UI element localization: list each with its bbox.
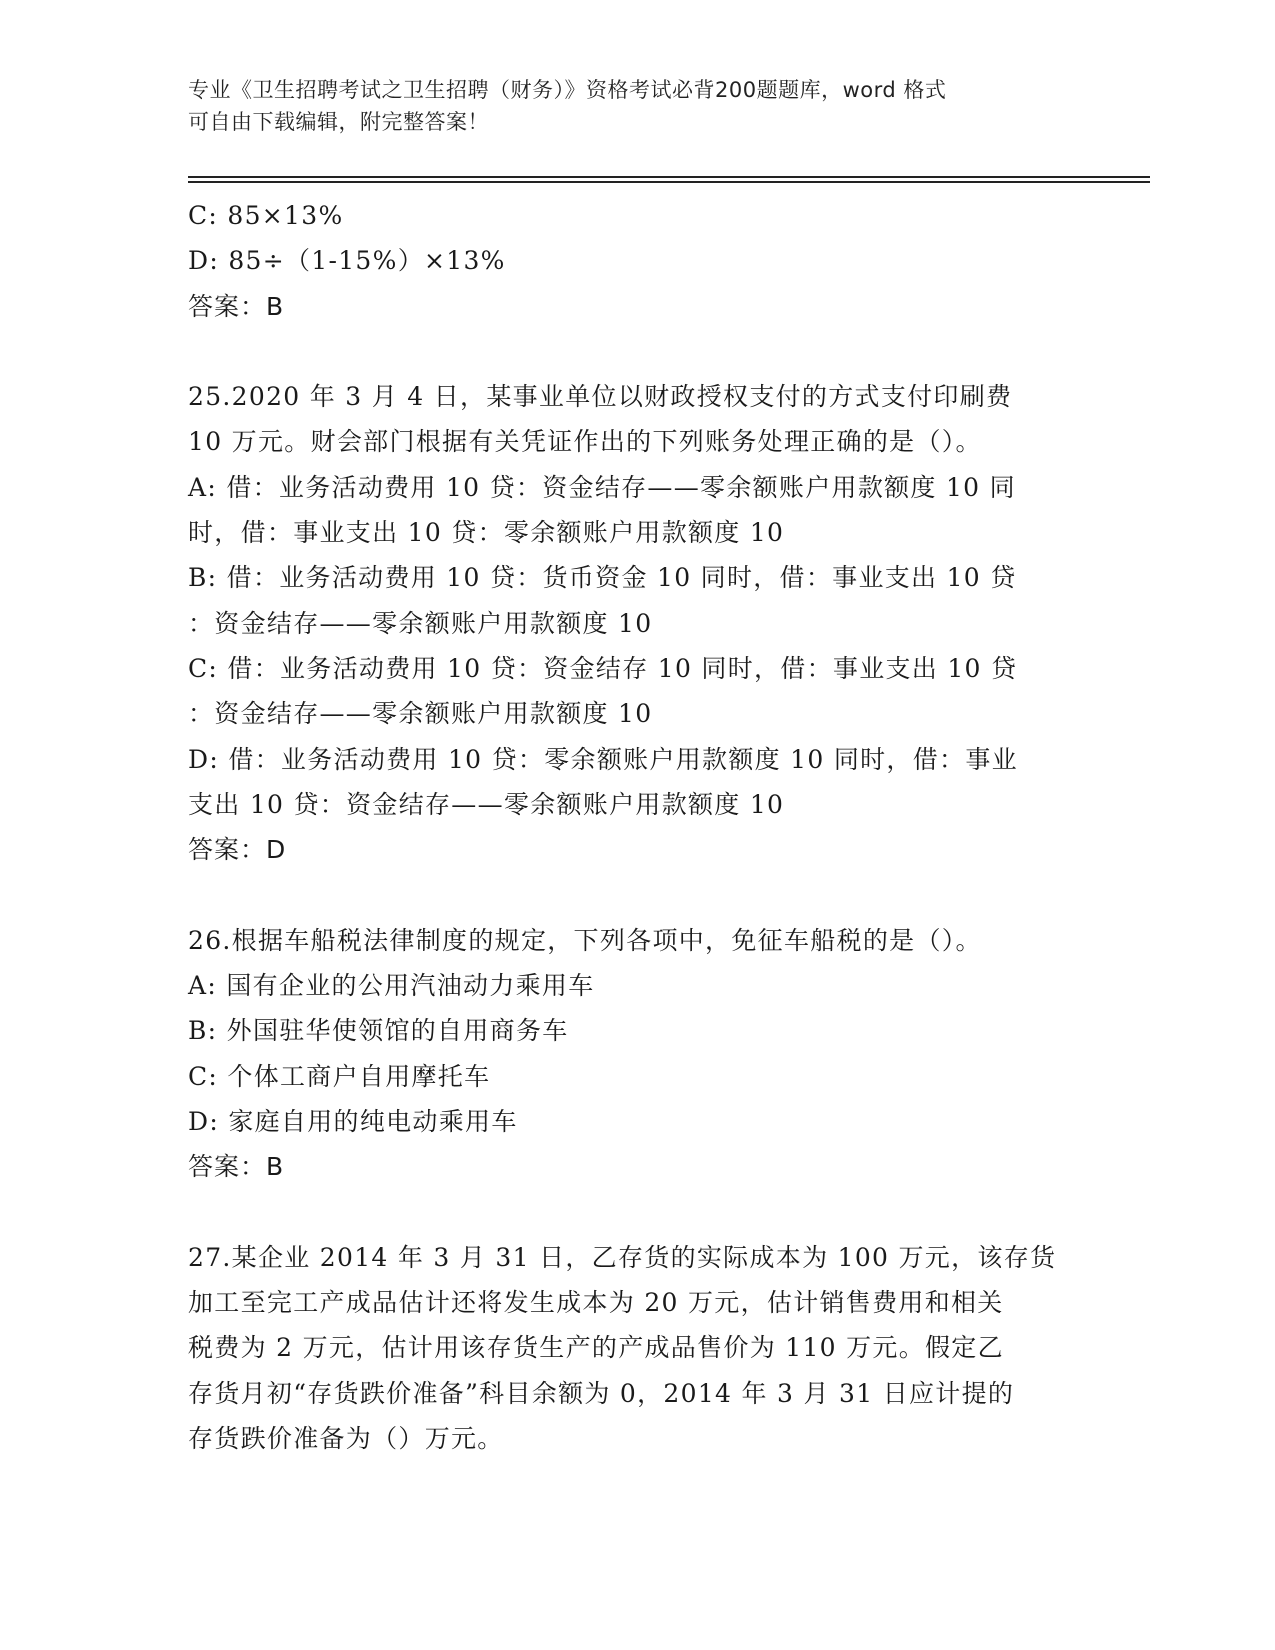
header-divider-top [188,176,1150,178]
question-26-option-b: B: 外国驻华使领馆的自用商务车 [188,1016,569,1046]
question-25-option-a-line-1: A: 借：业务活动费用 10 贷：资金结存——零余额账户用款额度 10 同 [188,472,1016,502]
header-title-line-2: 可自由下载编辑，附完整答案！ [188,110,489,134]
question-25-stem-line-2: 10 万元。财会部门根据有关凭证作出的下列账务处理正确的是（）。 [188,427,982,457]
question-27-stem-line-5: 存货跌价准备为（）万元。 [188,1424,504,1454]
question-26-option-c: C: 个体工商户自用摩托车 [188,1061,491,1091]
question-26-answer: 答案：B [188,1152,285,1182]
question-26-stem: 26.根据车船税法律制度的规定，下列各项中，免征车船税的是（）。 [188,925,982,955]
spacer [188,1190,1088,1235]
option-c: C: 85×13% [188,201,344,230]
question-26-option-d: D: 家庭自用的纯电动乘用车 [188,1106,518,1136]
question-25-option-c-line-1: C: 借：业务活动费用 10 贷：资金结存 10 同时，借：事业支出 10 贷 [188,653,1018,683]
answer-line: 答案：B [188,291,285,321]
question-26-option-a: A: 国有企业的公用汽油动力乘用车 [188,971,595,1001]
header-title-line-1: 专业《卫生招聘考试之卫生招聘（财务）》资格考试必背200题题库，word 格式 [188,78,947,102]
question-25-stem-line-1: 25.2020 年 3 月 4 日，某事业单位以财政授权支付的方式支付印刷费 [188,382,1013,412]
question-25-option-d-line-2: 支出 10 贷：资金结存——零余额账户用款额度 10 [188,789,785,819]
question-27-stem-line-4: 存货月初“存货跌价准备”科目余额为 0，2014 年 3 月 31 日应计提的 [188,1378,1015,1408]
question-27-stem-line-1: 27.某企业 2014 年 3 月 31 日，乙存货的实际成本为 100 万元，该存货 [188,1242,1057,1272]
question-25-option-a-line-2: 时，借：事业支出 10 贷：零余额账户用款额度 10 [188,518,785,548]
question-25-option-b-line-1: B: 借：业务活动费用 10 贷：货币资金 10 同时，借：事业支出 10 贷 [188,563,1017,593]
question-25-answer: 答案：D [188,835,287,865]
question-27-stem-line-2: 加工至完工产成品估计还将发生成本为 20 万元，估计销售费用和相关 [188,1288,1004,1318]
spacer [188,329,1088,374]
question-25-option-d-line-1: D: 借：业务活动费用 10 贷：零余额账户用款额度 10 同时，借：事业 [188,744,1018,774]
question-25-option-c-line-2: ：资金结存——零余额账户用款额度 10 [188,699,653,729]
spacer [188,872,1088,917]
question-25-option-b-line-2: ：资金结存——零余额账户用款额度 10 [188,608,653,638]
option-d: D: 85÷（1-15%）×13% [188,246,506,276]
page-header [188,74,1068,138]
question-content [188,193,1088,1461]
question-27-stem-line-3: 税费为 2 万元，估计用该存货生产的产成品售价为 110 万元。假定乙 [188,1333,1004,1363]
header-divider-bottom [188,181,1150,183]
